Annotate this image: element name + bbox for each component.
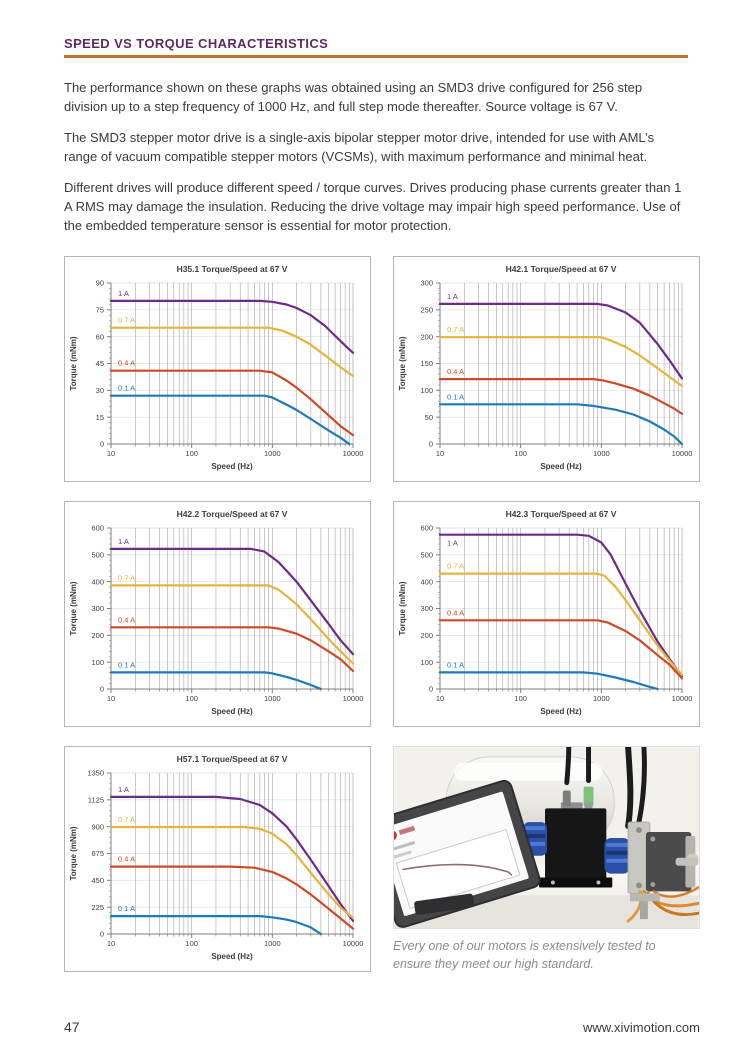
- svg-text:10000: 10000: [342, 694, 364, 703]
- test-rig-figure: [393, 746, 700, 973]
- chart-h35-1: [64, 256, 371, 482]
- svg-text:1000: 1000: [592, 694, 610, 703]
- website-link[interactable]: www.xivimotion.com: [582, 1020, 700, 1035]
- svg-text:1000: 1000: [592, 449, 610, 458]
- svg-text:675: 675: [91, 849, 104, 859]
- intro-paragraph-3: Different drives will produce different speed / torque curves. Drives producing phase currents greater than 1 A RMS may damage the insulation. Reducing the drive voltage may impair high speed performance. Use of the embedded temperature sensor is essential for motor protection.: [64, 180, 682, 233]
- svg-text:900: 900: [91, 822, 104, 832]
- svg-text:100: 100: [514, 449, 527, 458]
- series-label: 1 A: [447, 291, 458, 301]
- svg-text:0: 0: [99, 439, 104, 449]
- series-label: 0.1 A: [118, 904, 136, 914]
- svg-text:Torque (mNm): Torque (mNm): [69, 581, 78, 636]
- svg-text:10: 10: [435, 449, 445, 458]
- intro-paragraph-2: The SMD3 stepper motor drive is a single-axis bipolar stepper motor drive, intended for use with AML’s range of vacuum compatible stepper motors (VCSMs), with maximum performance and minimal heat.: [64, 130, 655, 164]
- svg-text:30: 30: [95, 385, 104, 395]
- svg-text:300: 300: [420, 278, 433, 288]
- svg-text:0: 0: [99, 684, 104, 694]
- svg-text:400: 400: [91, 577, 104, 587]
- svg-text:1000: 1000: [263, 939, 281, 948]
- chart-h57-1: [64, 746, 371, 972]
- svg-text:Torque (mNm): Torque (mNm): [69, 826, 78, 881]
- svg-text:600: 600: [420, 523, 433, 533]
- svg-text:50: 50: [424, 412, 433, 422]
- series-line: [440, 379, 682, 414]
- intro-paragraph-1: The performance shown on these graphs was obtained using an SMD3 drive configured for 256 step division up to a step frequency of 1000 Hz, and full step mode thereafter. Source voltage is 67 V.: [64, 80, 643, 114]
- series-label: 0.7 A: [447, 561, 465, 571]
- series-label: 0.4 A: [118, 358, 136, 368]
- series-label: 0.1 A: [447, 392, 465, 402]
- series-label: 0.4 A: [447, 367, 465, 377]
- series-line: [111, 827, 353, 918]
- series-label: 1 A: [118, 288, 129, 298]
- svg-text:100: 100: [185, 694, 198, 703]
- svg-text:90: 90: [95, 278, 104, 288]
- svg-text:0: 0: [428, 439, 433, 449]
- test-rig-photo: [393, 746, 700, 929]
- svg-text:10: 10: [106, 694, 116, 703]
- svg-text:100: 100: [420, 657, 433, 667]
- stepper-motor: [628, 822, 698, 893]
- series-line: [440, 304, 682, 379]
- series-line: [111, 549, 353, 654]
- svg-text:500: 500: [91, 550, 104, 560]
- svg-text:200: 200: [420, 332, 433, 342]
- svg-text:300: 300: [420, 604, 433, 614]
- series-label: 0.7 A: [118, 315, 136, 325]
- series-label: 1 A: [447, 538, 458, 548]
- svg-text:500: 500: [420, 550, 433, 560]
- svg-text:Torque (mNm): Torque (mNm): [398, 336, 407, 391]
- svg-text:H42.3 Torque/Speed at 67 V: H42.3 Torque/Speed at 67 V: [505, 509, 617, 519]
- svg-text:75: 75: [95, 305, 104, 315]
- svg-text:100: 100: [185, 449, 198, 458]
- series-label: 0.4 A: [447, 608, 465, 618]
- coupling-right: [604, 838, 630, 874]
- svg-text:150: 150: [420, 359, 433, 369]
- svg-text:H42.2 Torque/Speed at 67 V: H42.2 Torque/Speed at 67 V: [176, 509, 288, 519]
- series-label: 0.1 A: [118, 383, 136, 393]
- svg-text:10000: 10000: [671, 694, 693, 703]
- svg-text:15: 15: [95, 412, 104, 422]
- series-label: 1 A: [118, 536, 129, 546]
- series-line: [111, 585, 353, 663]
- chart-canvas: [394, 502, 699, 726]
- svg-text:200: 200: [91, 630, 104, 640]
- svg-text:H35.1 Torque/Speed at 67 V: H35.1 Torque/Speed at 67 V: [176, 264, 288, 274]
- chart-canvas: [65, 747, 370, 971]
- page-title: SPEED VS TORQUE CHARACTERISTICS: [64, 36, 688, 58]
- series-label: 0.4 A: [118, 615, 136, 625]
- series-line: [111, 867, 353, 929]
- series-line: [440, 672, 658, 689]
- chart-h42-3: [393, 501, 700, 727]
- svg-text:10000: 10000: [342, 449, 364, 458]
- svg-text:250: 250: [420, 305, 433, 315]
- series-line: [111, 371, 353, 435]
- series-line: [111, 797, 353, 921]
- svg-text:300: 300: [91, 604, 104, 614]
- svg-text:450: 450: [91, 875, 104, 885]
- svg-text:100: 100: [514, 694, 527, 703]
- test-rig-photo-canvas: [394, 747, 699, 928]
- series-line: [111, 328, 353, 376]
- series-label: 0.4 A: [118, 854, 136, 864]
- svg-text:10: 10: [106, 939, 116, 948]
- charts-grid: [64, 256, 700, 973]
- photo-caption: Every one of our motors is extensively tested to ensure they meet our high standard.: [393, 939, 656, 971]
- svg-text:400: 400: [420, 577, 433, 587]
- svg-text:100: 100: [91, 657, 104, 667]
- series-label: 0.1 A: [447, 660, 465, 670]
- series-line: [440, 535, 682, 676]
- series-label: 0.7 A: [118, 815, 136, 825]
- svg-text:Speed (Hz): Speed (Hz): [211, 707, 253, 716]
- svg-text:100: 100: [420, 385, 433, 395]
- svg-text:100: 100: [185, 939, 198, 948]
- svg-text:1350: 1350: [87, 768, 104, 778]
- svg-text:0: 0: [99, 929, 104, 939]
- svg-text:Speed (Hz): Speed (Hz): [211, 952, 253, 961]
- series-line: [440, 574, 682, 675]
- series-label: 0.7 A: [447, 325, 465, 335]
- svg-text:600: 600: [91, 523, 104, 533]
- page-number: 47: [64, 1019, 80, 1035]
- svg-text:225: 225: [91, 902, 104, 912]
- series-line: [440, 404, 682, 444]
- svg-text:1000: 1000: [263, 694, 281, 703]
- svg-text:60: 60: [95, 332, 104, 342]
- chart-h42-2: [64, 501, 371, 727]
- series-line: [111, 627, 353, 671]
- svg-text:10000: 10000: [342, 939, 364, 948]
- svg-text:Speed (Hz): Speed (Hz): [540, 707, 582, 716]
- svg-text:Speed (Hz): Speed (Hz): [211, 462, 253, 471]
- svg-text:1125: 1125: [87, 795, 104, 805]
- series-label: 1 A: [118, 784, 129, 794]
- svg-text:Torque (mNm): Torque (mNm): [69, 336, 78, 391]
- chart-canvas: [65, 502, 370, 726]
- page-footer: [64, 1019, 700, 1035]
- svg-text:10: 10: [106, 449, 116, 458]
- svg-text:Torque (mNm): Torque (mNm): [398, 581, 407, 636]
- chart-canvas: [65, 257, 370, 481]
- chart-canvas: [394, 257, 699, 481]
- series-label: 0.1 A: [118, 660, 136, 670]
- svg-text:H57.1 Torque/Speed at 67 V: H57.1 Torque/Speed at 67 V: [176, 754, 288, 764]
- svg-text:45: 45: [95, 359, 104, 369]
- svg-text:Speed (Hz): Speed (Hz): [540, 462, 582, 471]
- svg-text:200: 200: [420, 630, 433, 640]
- series-label: 0.7 A: [118, 573, 136, 583]
- svg-text:1000: 1000: [263, 449, 281, 458]
- svg-text:10000: 10000: [671, 449, 693, 458]
- svg-text:10: 10: [435, 694, 445, 703]
- svg-text:H42.1 Torque/Speed at 67 V: H42.1 Torque/Speed at 67 V: [505, 264, 617, 274]
- svg-text:0: 0: [428, 684, 433, 694]
- chart-h42-1: [393, 256, 700, 482]
